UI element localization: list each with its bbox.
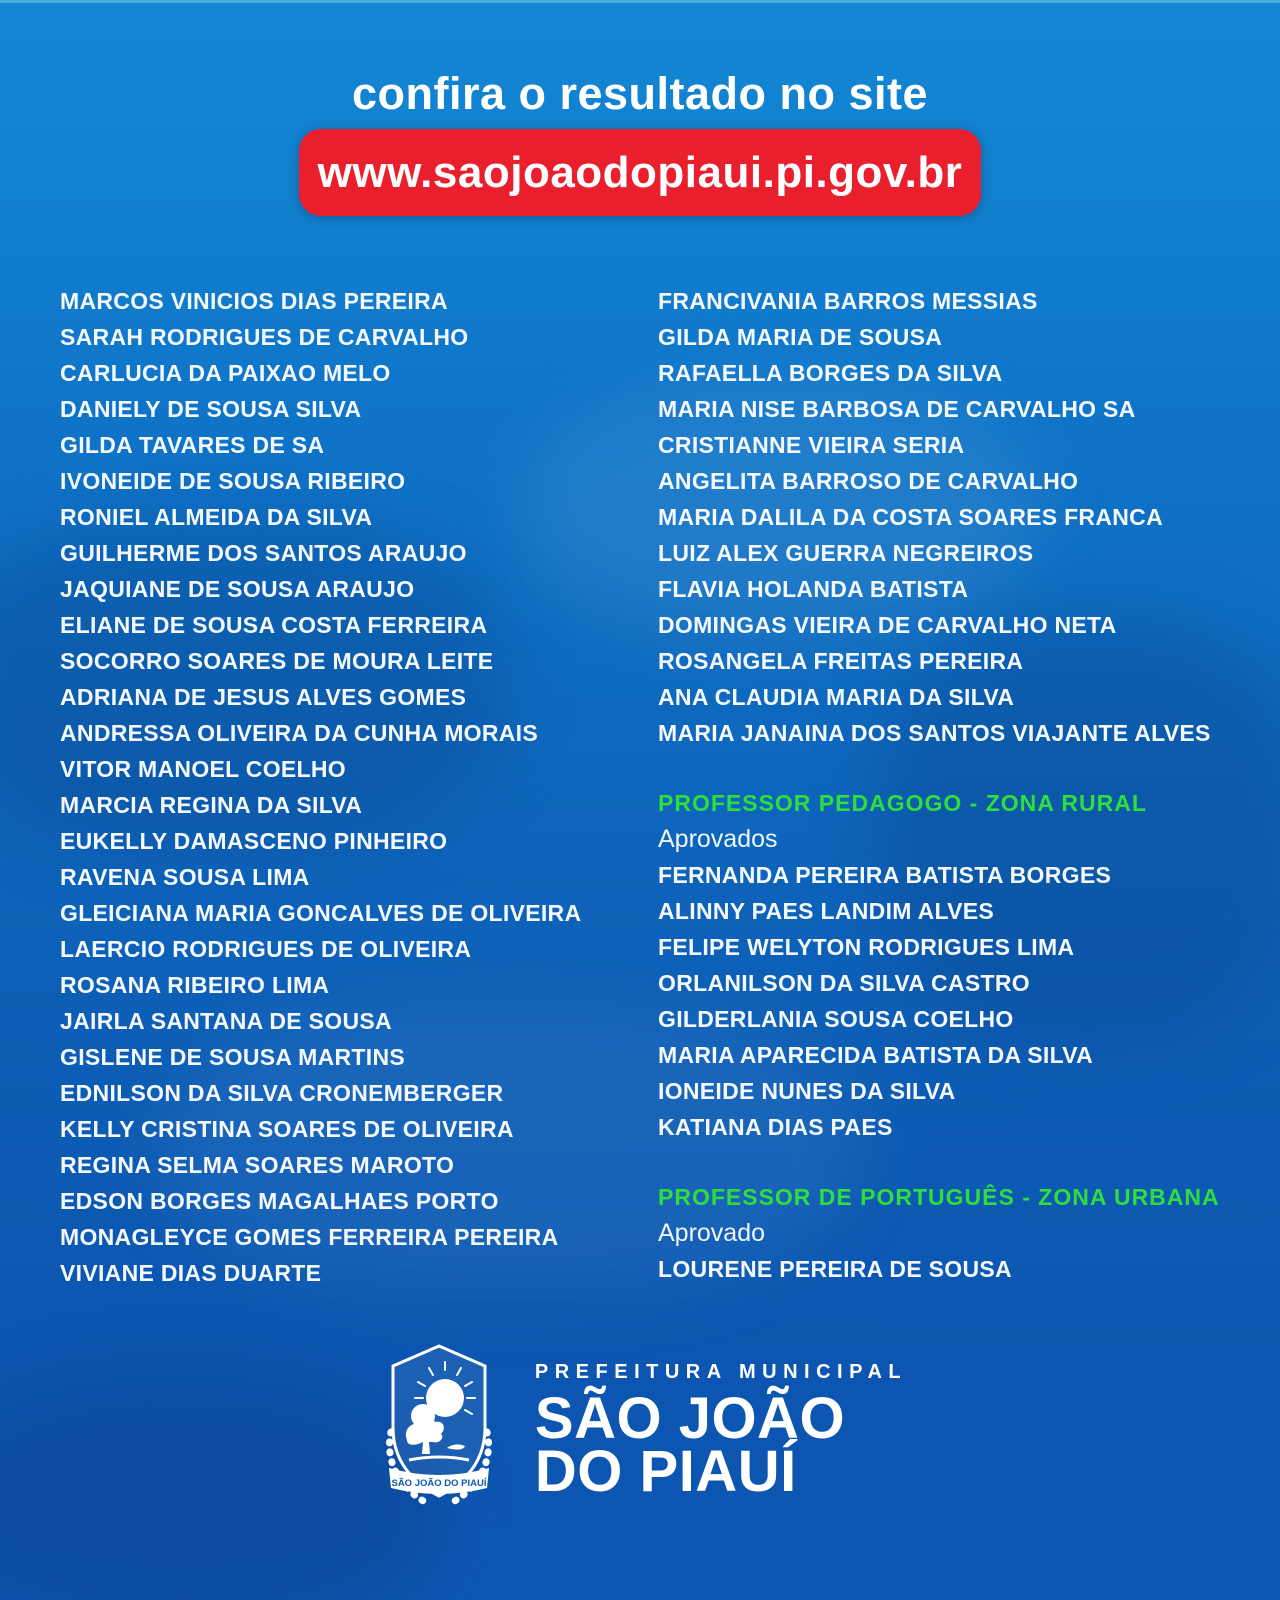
candidate-name: KATIANA DIAS PAES [658,1114,893,1140]
candidate-name: ADRIANA DE JESUS ALVES GOMES [60,684,467,710]
candidate-name: LOURENE PEREIRA DE SOUSA [658,1256,1012,1282]
org-name-block [534,1360,908,1504]
candidate-name: MARCOS VINICIOS DIAS PEREIRA [60,288,448,314]
candidate-name: MARIA APARECIDA BATISTA DA SILVA [658,1042,1094,1068]
city-crest-logo [373,1336,505,1522]
candidate-name: ROSANA RIBEIRO LIMA [60,972,330,998]
candidate-name: GISLENE DE SOUSA MARTINS [60,1044,405,1070]
candidate-name: VIVIANE DIAS DUARTE [60,1260,322,1286]
candidate-name: EDNILSON DA SILVA CRONEMBERGER [60,1080,504,1106]
candidate-name: REGINA SELMA SOARES MAROTO [60,1152,455,1178]
candidate-name: IVONEIDE DE SOUSA RIBEIRO [60,468,406,494]
candidate-name: MARCIA REGINA DA SILVA [60,792,363,818]
candidate-name: ELIANE DE SOUSA COSTA FERREIRA [60,612,488,638]
candidate-name: CARLUCIA DA PAIXAO MELO [60,360,391,386]
candidate-name: GILDA TAVARES DE SA [60,432,325,458]
section-names [658,857,1220,1145]
candidate-name: CRISTIANNE VIEIRA SERIA [658,432,965,458]
site-url-label: www.saojoaodopiaui.pi.gov.br [317,147,963,197]
section-professor-pedagogo-zona-rural [658,785,1220,1145]
candidate-name: ANA CLAUDIA MARIA DA SILVA [658,684,1015,710]
top-edge-line [0,0,1280,3]
org-line-do-piaui: DO PIAUÍ [534,1438,797,1504]
candidate-name: KELLY CRISTINA SOARES DE OLIVEIRA [60,1116,514,1142]
candidate-name: MARIA NISE BARBOSA DE CARVALHO SA [658,396,1136,422]
candidate-name: MONAGLEYCE GOMES FERREIRA PEREIRA [60,1224,559,1250]
approved-names-left-column [60,283,581,1291]
section-heading: PROFESSOR DE PORTUGUÊS - ZONA URBANA [658,1184,1220,1210]
org-line-sao-joao: SÃO JOÃO [534,1385,846,1451]
footer [0,1336,1280,1522]
candidate-name: VITOR MANOEL COELHO [60,756,346,782]
candidate-name: ALINNY PAES LANDIM ALVES [658,898,995,924]
candidate-name: MARIA DALILA DA COSTA SOARES FRANCA [658,504,1163,530]
section-professor-portugues-zona-urbana [658,1179,1220,1287]
right-column [658,283,1220,1287]
candidate-name: FRANCIVANIA BARROS MESSIAS [658,288,1038,314]
candidate-name: RONIEL ALMEIDA DA SILVA [60,504,373,530]
candidate-name: ORLANILSON DA SILVA CASTRO [658,970,1030,996]
candidate-name: JAIRLA SANTANA DE SOUSA [60,1008,392,1034]
org-line-prefeitura: PREFEITURA MUNICIPAL [534,1360,908,1383]
status-label: Aprovado [658,1219,766,1247]
candidate-name: DANIELY DE SOUSA SILVA [60,396,362,422]
candidate-name: LUIZ ALEX GUERRA NEGREIROS [658,540,1034,566]
candidate-name: GLEICIANA MARIA GONCALVES DE OLIVEIRA [60,900,582,926]
candidate-name: LAERCIO RODRIGUES DE OLIVEIRA [60,936,472,962]
crest-banner-text: SÃO JOÃO DO PIAUÍ [391,1478,487,1489]
site-url-button[interactable] [299,129,981,216]
candidate-name: IONEIDE NUNES DA SILVA [658,1078,956,1104]
page-title: confira o resultado no site [351,68,929,119]
candidate-name: RAFAELLA BORGES DA SILVA [658,360,1003,386]
candidate-name: ANGELITA BARROSO DE CARVALHO [658,468,1079,494]
candidate-name: SOCORRO SOARES DE MOURA LEITE [60,648,494,674]
section-heading: PROFESSOR PEDAGOGO - ZONA RURAL [658,790,1147,816]
candidate-name: GILDERLANIA SOUSA COELHO [658,1006,1014,1032]
candidate-name: ROSANGELA FREITAS PEREIRA [658,648,1024,674]
status-label: Aprovados [658,825,778,853]
candidate-name: DOMINGAS VIEIRA DE CARVALHO NETA [658,612,1117,638]
section-names [658,1251,1220,1287]
candidate-name: FLAVIA HOLANDA BATISTA [658,576,969,602]
candidate-name: RAVENA SOUSA LIMA [60,864,310,890]
candidate-name: EDSON BORGES MAGALHAES PORTO [60,1188,499,1214]
candidate-name: ANDRESSA OLIVEIRA DA CUNHA MORAIS [60,720,539,746]
candidate-name: FELIPE WELYTON RODRIGUES LIMA [658,934,1075,960]
candidate-name: FERNANDA PEREIRA BATISTA BORGES [658,862,1112,888]
candidate-name: EUKELLY DAMASCENO PINHEIRO [60,828,448,854]
candidate-name: GILDA MARIA DE SOUSA [658,324,943,350]
candidate-name: GUILHERME DOS SANTOS ARAUJO [60,540,467,566]
approved-names-right-column [658,283,1220,751]
candidate-name: MARIA JANAINA DOS SANTOS VIAJANTE ALVES [658,720,1211,746]
candidate-name: SARAH RODRIGUES DE CARVALHO [60,324,469,350]
candidate-name: JAQUIANE DE SOUSA ARAUJO [60,576,415,602]
